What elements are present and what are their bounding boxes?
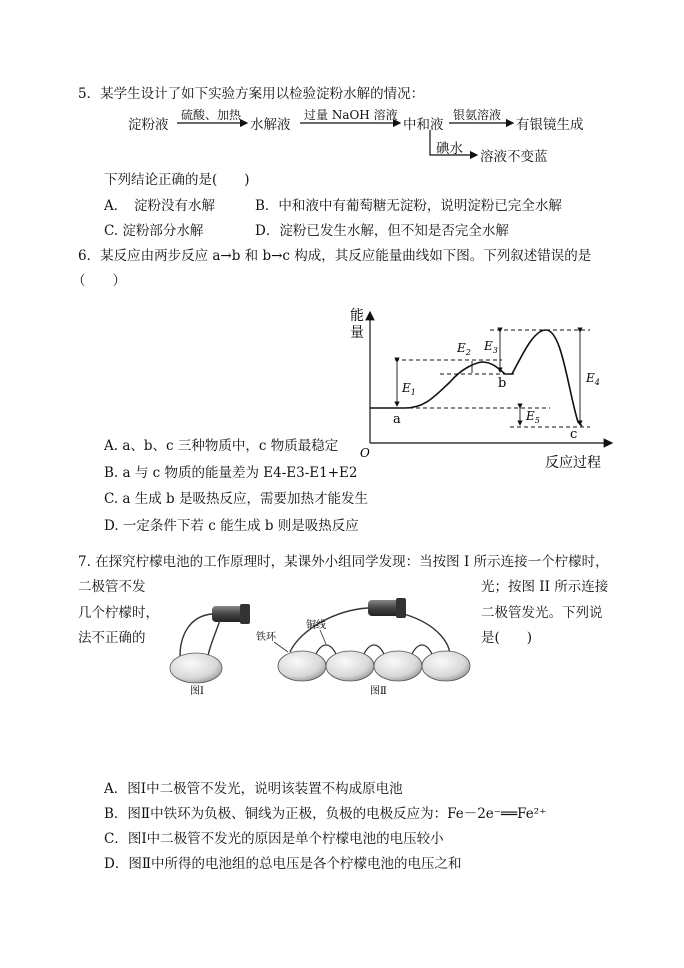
energy-diagram [340, 300, 630, 475]
diode-2-cap [396, 598, 406, 618]
lemon-battery-figure [160, 590, 480, 705]
flow-mid2: 中和液 [403, 117, 444, 133]
q6-option-b: B. a 与 c 物质的能量差为 E4-E3-E1+E2 [104, 465, 358, 481]
q7-option-a: A．图Ⅰ中二极管不发光，说明该装置不构成原电池 [104, 781, 403, 797]
origin-label: O [360, 446, 370, 460]
q6-stem: 6．某反应由两步反应 a→b 和 b→c 构成，其反应能量曲线如下图。下列叙述错误的是 [78, 248, 592, 264]
q6-option-c: C. a 生成 b 是吸热反应，需要加热才能发生 [104, 491, 368, 507]
fe-pointer [274, 642, 288, 652]
q7-option-d: D．图Ⅱ中所得的电池组的总电压是各个柠檬电池的电压之和 [104, 856, 462, 872]
wire-2b [404, 614, 450, 656]
point-c-label: c [570, 427, 578, 442]
flow-end2: 溶液不变蓝 [480, 149, 548, 165]
flow-branch-arrow [430, 130, 477, 155]
fig1-label: 图Ⅰ [190, 686, 204, 697]
q7-line3-right: 二极管发光。下列说 [481, 605, 603, 621]
q5-option-d: D．淀粉已发生水解，但不知是否完全水解 [255, 223, 509, 239]
flow-arrows [0, 0, 684, 180]
q5-option-a: A． 淀粉没有水解 [104, 198, 215, 214]
flow-mid1: 水解液 [250, 117, 291, 133]
fig2-label: 图Ⅱ [370, 686, 387, 697]
point-b-label: b [498, 376, 507, 391]
q5-option-b: B．中和液中有葡萄糖无淀粉，说明淀粉已完全水解 [255, 198, 562, 214]
xlabel: 反应过程 [545, 455, 601, 471]
ylabel-1: 能 [350, 308, 364, 324]
wire-link-1 [316, 645, 336, 654]
lemon-2-icon [278, 651, 326, 681]
e5-label: $E_5$ [526, 409, 540, 425]
flow-arrow2-label: 过量 NaOH 溶液 [304, 108, 398, 122]
label-fe: 铁环 [256, 632, 276, 643]
flow-arrow1-label: 硫酸、加热 [181, 108, 242, 122]
q5-prompt: 下列结论正确的是( ) [104, 172, 250, 188]
e1-label: $E_1$ [402, 381, 416, 397]
label-cu: 铜线 [306, 620, 326, 631]
flow-start: 淀粉液 [128, 117, 169, 133]
q7-line4-right: 是( ) [481, 630, 533, 646]
figure-1 [170, 604, 250, 697]
q6-paren: （ ） [72, 273, 126, 289]
q7-line2-right: 光；按图 II 所示连接 [481, 579, 609, 595]
flow-branch-label: 碘水 [436, 141, 463, 157]
e3-label: $E_3$ [484, 339, 498, 355]
lemon-1-icon [170, 653, 222, 683]
wire-link-3 [412, 645, 432, 654]
figure-2 [256, 598, 470, 697]
lemon-3-icon [326, 651, 374, 681]
flow-end1: 有银镜生成 [516, 117, 584, 133]
e4-label: $E_4$ [586, 371, 600, 387]
point-a-label: a [393, 412, 401, 427]
lemon-4-icon [374, 651, 422, 681]
q7-option-b: B．图Ⅱ中铁环为负极、铜线为正极，负极的电极反应为：Fe－2e⁻══Fe²⁺ [104, 806, 547, 822]
q5-stem: 5．某学生设计了如下实验方案用以检验淀粉水解的情况： [78, 86, 425, 102]
flow-arrow3-label: 银氨溶液 [453, 108, 502, 122]
lemon-5-icon [422, 651, 470, 681]
diode-2-icon [368, 600, 400, 616]
q5-option-c: C. 淀粉部分水解 [104, 223, 204, 239]
q6-option-a: A. a、b、c 三种物质中，c 物质最稳定 [104, 438, 339, 454]
q7-line2-left: 二极管不发 [78, 579, 146, 595]
q7-option-c: C．图Ⅰ中二极管不发光的原因是单个柠檬电池的电压较小 [104, 831, 444, 847]
q6-option-d: D. 一定条件下若 c 能生成 b 则是吸热反应 [104, 518, 359, 534]
energy-curve [370, 330, 582, 426]
wire-1a [180, 614, 212, 656]
diode-1-cap [240, 604, 250, 624]
diode-1-icon [212, 606, 244, 622]
ylabel-2: 量 [350, 325, 364, 341]
cu-pointer [320, 630, 326, 644]
e2-label: $E_2$ [457, 341, 471, 357]
wire-1b [208, 620, 220, 656]
q7-line1: 7. 在探究柠檬电池的工作原理时，某课外小组同学发现：当按图 I 所示连接一个柠檬时， [78, 554, 609, 570]
q7-line3-left: 几个柠檬时， [78, 605, 159, 621]
wire-link-2 [364, 645, 384, 654]
q7-line4-left: 法不正确的 [78, 630, 146, 646]
